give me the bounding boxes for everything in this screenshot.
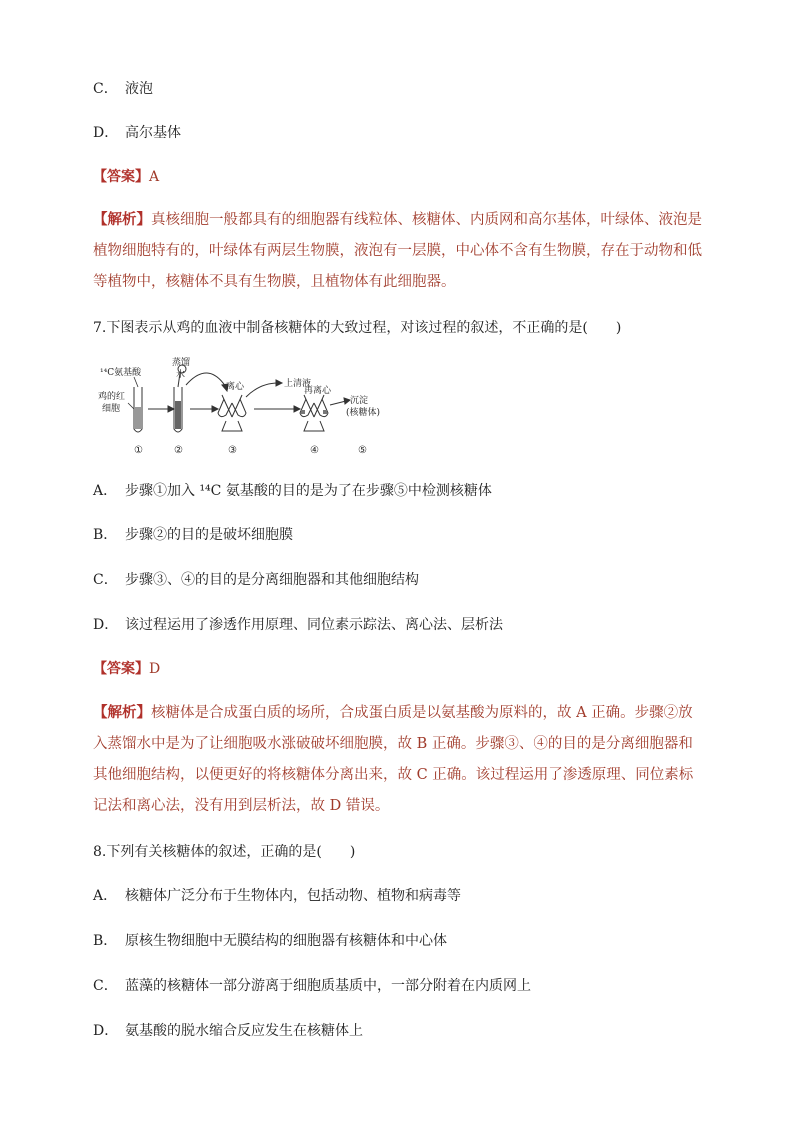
- option-letter: C．: [93, 572, 118, 588]
- test-tube-2: [174, 387, 182, 432]
- q8-option-b: [93, 932, 447, 950]
- step-label-2: ②: [174, 445, 183, 456]
- q7-analysis: [93, 697, 705, 822]
- arrow-4: [330, 398, 350, 405]
- analysis-tag: 【解析】: [93, 211, 151, 228]
- option-letter: B．: [93, 527, 118, 543]
- q8-option-a: [93, 887, 461, 905]
- label-cells-1: 鸡的红: [98, 392, 126, 402]
- q6-analysis: [93, 204, 705, 298]
- option-letter: C．: [93, 978, 118, 994]
- analysis-text: 核糖体是合成蛋白质的场所，合成蛋白质是以氨基酸为原料的，故 A 正确。步骤②放入蒸馏水中是为了让细胞吸水涨破破坏细胞膜，故 B 正确。步骤③、④的目的是分离细胞器和其他细胞结构，以便更好的将核糖体分离出来，故 C 正确。该过程运用了渗透原理、同位素标记法和离心法，没有用到层析法，故 D 错误。: [93, 705, 694, 814]
- arrow-2: [190, 406, 218, 412]
- option-text: 核糖体广泛分布于生物体内，包括动物、植物和病毒等: [125, 888, 461, 904]
- q7-option-c: [93, 571, 419, 589]
- option-text: 氨基酸的脱水缩合反应发生在核糖体上: [125, 1023, 363, 1039]
- label-centrifuge: 离心: [226, 382, 245, 392]
- arrow-3: [254, 406, 300, 412]
- label-recentrifuge: 再离心: [304, 386, 332, 396]
- centrifuge-3: [218, 395, 246, 431]
- q6-option-c: [93, 80, 153, 98]
- label-isotope: ¹⁴C氨基酸: [100, 368, 142, 378]
- label-cells-2: 细胞: [102, 404, 121, 414]
- option-text: 原核生物细胞中无膜结构的细胞器有核糖体和中心体: [125, 933, 447, 949]
- option-letter: D．: [93, 125, 119, 141]
- option-text: 该过程运用了渗透作用原理、同位素示踪法、离心法、层析法: [125, 617, 503, 633]
- q6-answer: [93, 168, 159, 186]
- option-text: 蓝藻的核糖体一部分游离于细胞质基质中，一部分附着在内质网上: [125, 978, 531, 994]
- option-text: 步骤①加入 ¹⁴C 氨基酸的目的是为了在步骤⑤中检测核糖体: [125, 483, 492, 499]
- label-supernatant: 上清液: [284, 379, 312, 389]
- q7-option-a: [93, 482, 492, 500]
- option-text: 高尔基体: [125, 125, 181, 141]
- option-text: 步骤③、④的目的是分离细胞器和其他细胞结构: [125, 572, 419, 588]
- option-letter: C．: [93, 81, 118, 97]
- option-letter: A．: [93, 888, 118, 904]
- label-water-2: 水: [176, 370, 186, 380]
- centrifuge-4: [300, 395, 328, 431]
- option-text: 液泡: [125, 81, 153, 97]
- q6-option-d: [93, 124, 181, 142]
- test-tube-1: [134, 387, 142, 432]
- option-letter: D．: [93, 617, 119, 633]
- option-letter: A．: [93, 483, 118, 499]
- answer-value: A: [149, 169, 160, 185]
- analysis-text: 真核细胞一般都具有的细胞器有线粒体、核糖体、内质网和高尔基体，叶绿体、液泡是植物细胞特有的，叶绿体有两层生物膜，液泡有一层膜，中心体不含有生物膜，存在于动物和低等植物中，核糖体不具有生物膜，且植物体有此细胞器。: [93, 212, 702, 290]
- q7-option-d: [93, 616, 503, 634]
- q7-option-b: [93, 526, 293, 544]
- label-water-1: 蒸馏: [172, 358, 191, 368]
- option-letter: D．: [93, 1023, 119, 1039]
- label-precipitate-1: 沉淀: [350, 396, 369, 406]
- option-letter: B．: [93, 933, 118, 949]
- q7-stem: 7.下图表示从鸡的血液中制备核糖体的大致过程，对该过程的叙述，不正确的是( ): [93, 320, 622, 336]
- analysis-tag: 【解析】: [93, 704, 151, 721]
- pour-arrow: [186, 373, 228, 391]
- answer-value: D: [149, 661, 161, 677]
- answer-tag: 【答案】: [93, 661, 149, 677]
- step-label-1: ①: [134, 445, 143, 456]
- q7-answer: [93, 660, 160, 678]
- arrow-1: [148, 406, 174, 412]
- step-label-4: ④: [310, 445, 319, 456]
- option-text: 步骤②的目的是破坏细胞膜: [125, 527, 293, 543]
- step-label-5: ⑤: [358, 445, 367, 456]
- q8-option-c: [93, 977, 531, 995]
- q8-option-d: [93, 1022, 363, 1040]
- pointer-lines: [128, 377, 138, 409]
- q8-stem: 8.下列有关核糖体的叙述，正确的是( ): [93, 844, 356, 860]
- supernatant-arrow: [246, 380, 282, 397]
- label-precipitate-2: (核糖体): [346, 408, 381, 418]
- step-label-3: ③: [228, 445, 237, 456]
- ribosome-prep-diagram: [98, 355, 398, 465]
- answer-tag: 【答案】: [93, 169, 149, 185]
